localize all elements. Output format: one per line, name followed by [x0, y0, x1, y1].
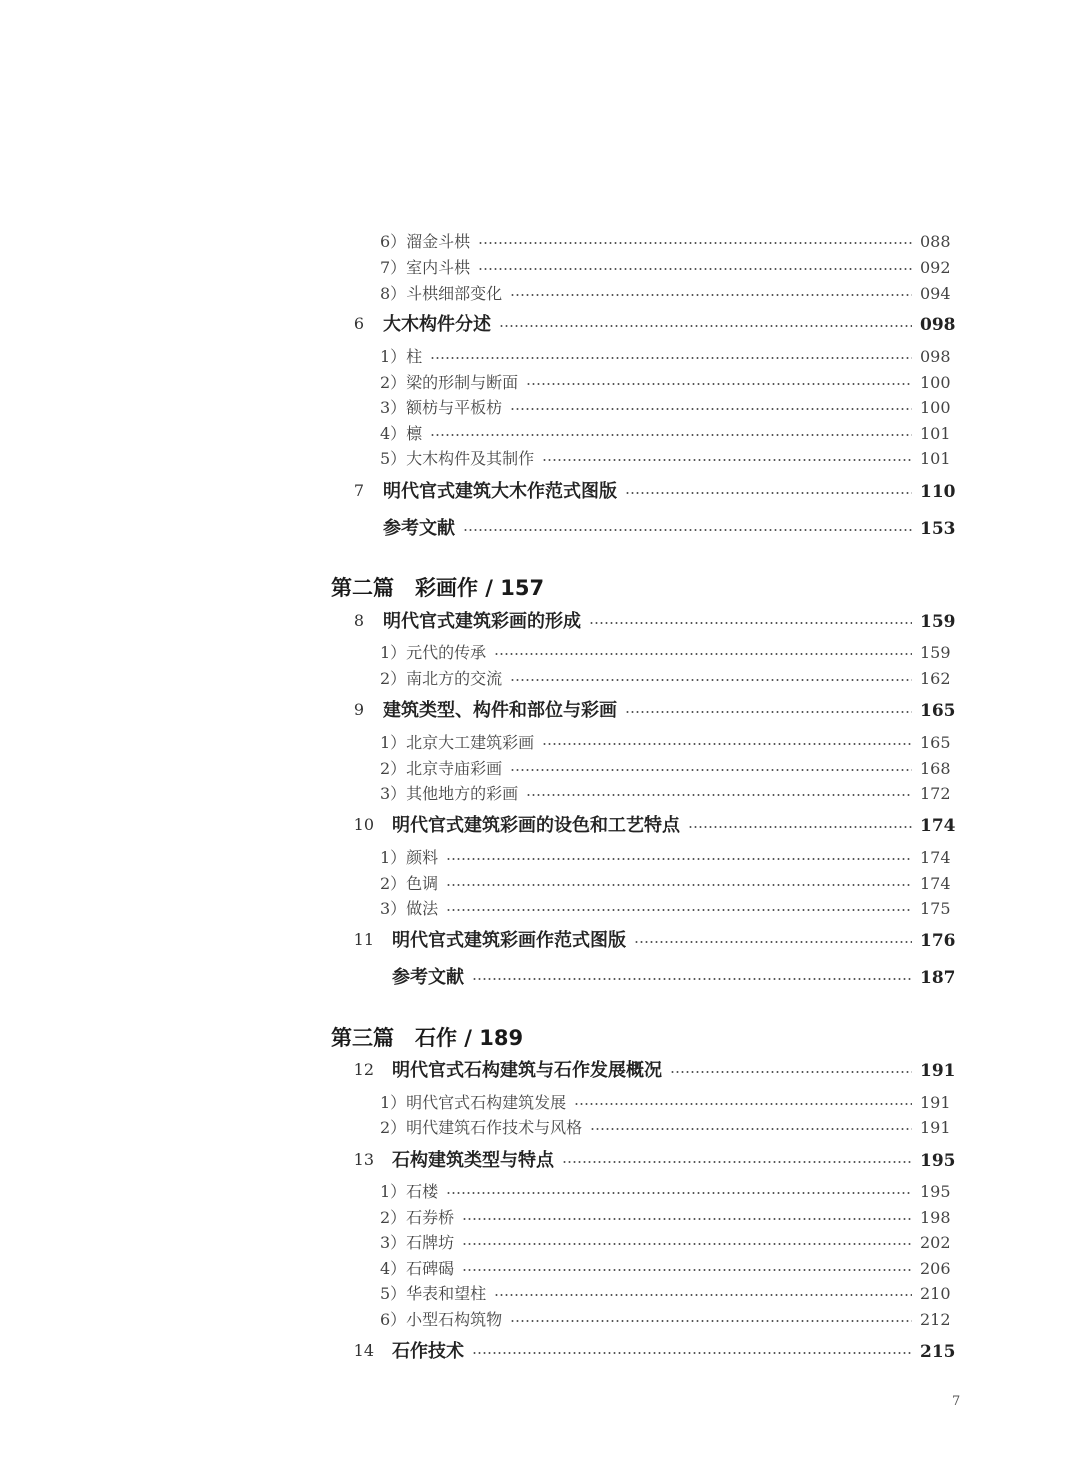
toc-page-number: 094: [920, 283, 951, 303]
dot-leader: [510, 408, 912, 410]
toc-page-number: 198: [920, 1207, 951, 1227]
toc-entry-line: [380, 370, 950, 393]
toc-subsection-row[interactable]: [0, 1113, 1080, 1139]
toc-entry-line: [383, 477, 956, 503]
toc-entry-line: [380, 871, 950, 894]
toc-subsection-row[interactable]: [0, 393, 1080, 419]
toc-entry-title: 1）石楼: [380, 1181, 439, 1201]
toc-entry-title: 2）梁的形制与断面: [380, 372, 519, 392]
dot-leader: [510, 769, 912, 771]
toc-page-number: 100: [920, 372, 951, 392]
part-heading: 第二篇 彩画作 / 157: [331, 576, 545, 600]
dot-leader: [463, 529, 912, 531]
dot-leader: [472, 1352, 912, 1354]
toc-entry-title: 1）明代官式石构建筑发展: [380, 1092, 567, 1112]
toc-entry-title: 明代官式建筑大木作范式图版: [383, 481, 617, 502]
toc-subsection-row[interactable]: [0, 279, 1080, 305]
toc-entry-line: [380, 1281, 950, 1304]
toc-chapter-row[interactable]: [0, 1056, 1080, 1082]
toc-entry-line: [380, 1307, 950, 1330]
toc-entry-title: 1）柱: [380, 346, 423, 366]
dot-leader: [562, 1161, 912, 1163]
dot-leader: [430, 434, 912, 436]
dot-leader: [478, 242, 912, 244]
toc-page-number: 187: [920, 968, 956, 988]
toc-entry-title: 1）元代的传承: [380, 642, 487, 662]
dot-leader: [510, 1320, 912, 1322]
dot-leader: [526, 383, 912, 385]
toc-subsection-row[interactable]: [0, 342, 1080, 368]
toc-subsection-row[interactable]: [0, 1177, 1080, 1203]
toc-page-number: 098: [920, 315, 956, 335]
toc-page-number: 175: [920, 898, 951, 918]
toc-entry-line: [380, 666, 950, 689]
toc-entry-line: [380, 896, 950, 919]
toc-subsection-row[interactable]: [0, 227, 1080, 253]
toc-page-number: 191: [920, 1061, 956, 1081]
toc-page-number: 159: [920, 642, 951, 662]
toc-subsection-row[interactable]: [0, 638, 1080, 664]
toc-subsection-row[interactable]: [0, 1279, 1080, 1305]
dot-leader: [446, 909, 912, 911]
toc-page-number: 174: [920, 816, 956, 836]
toc-entry-title: 3）做法: [380, 898, 439, 918]
toc-entry-line: [380, 1230, 950, 1253]
dot-leader: [462, 1218, 912, 1220]
dot-leader: [625, 711, 912, 713]
toc-entry-title: 6）溜金斗栱: [380, 231, 471, 251]
toc-entry-line: [380, 395, 950, 418]
toc-entry-title: 明代官式建筑彩画作范式图版: [392, 930, 626, 951]
toc-entry-line: [380, 344, 950, 367]
toc-chapter-row[interactable]: [0, 811, 1080, 837]
toc-subsection-row[interactable]: [0, 253, 1080, 279]
toc-entry-title: 参考文献: [383, 518, 455, 539]
toc-subsection-row[interactable]: [0, 1228, 1080, 1254]
toc-entry-title: 4）石碑碣: [380, 1258, 455, 1278]
toc-entry-title: 2）北京寺庙彩画: [380, 758, 503, 778]
toc-subsection-row[interactable]: [0, 1088, 1080, 1114]
toc-entry-title: 2）明代建筑石作技术与风格: [380, 1117, 583, 1137]
toc-subsection-row[interactable]: [0, 754, 1080, 780]
toc-entry-line: [380, 1090, 950, 1113]
toc-page-number: 098: [920, 346, 951, 366]
toc-entry-line: [380, 640, 950, 663]
toc-entry-line: [380, 730, 950, 753]
dot-leader: [499, 325, 912, 327]
dot-leader: [472, 978, 912, 980]
toc-entry-title: 明代官式建筑彩画的设色和工艺特点: [392, 815, 680, 836]
toc-entry-line: [380, 421, 950, 444]
toc-entry-line: [380, 756, 950, 779]
toc-entry-title: 8）斗栱细部变化: [380, 283, 503, 303]
dot-leader: [589, 622, 912, 624]
dot-leader: [494, 653, 912, 655]
toc-entry-title: 2）南北方的交流: [380, 668, 503, 688]
toc-entry-title: 3）其他地方的彩画: [380, 783, 519, 803]
toc-entry-title: 7）室内斗栱: [380, 257, 471, 277]
toc-entry-line: [380, 1205, 950, 1228]
toc-entry-line: [380, 229, 950, 252]
toc-page-number: 110: [920, 482, 956, 502]
toc-chapter-row[interactable]: [0, 514, 1080, 540]
page-number: 7: [952, 1394, 961, 1409]
chapter-number: 8: [353, 610, 364, 630]
toc-chapter-row[interactable]: [0, 926, 1080, 952]
toc-entry-line: [380, 1179, 950, 1202]
toc-entry-line: [392, 811, 956, 837]
chapter-number: 14: [353, 1340, 374, 1360]
dot-leader: [446, 858, 912, 860]
toc-page-number: 191: [920, 1117, 951, 1137]
dot-leader: [590, 1128, 912, 1130]
toc-page-number: 191: [920, 1092, 951, 1112]
toc-entry-line: [392, 1056, 956, 1082]
toc-subsection-row[interactable]: [0, 894, 1080, 920]
toc-page-number: 210: [920, 1283, 951, 1303]
toc-entry-title: 明代官式石构建筑与石作发展概况: [392, 1060, 662, 1081]
toc-entry-line: [392, 1337, 956, 1363]
toc-page-number: 195: [920, 1151, 956, 1171]
toc-entry-line: [383, 310, 956, 336]
toc-entry-line: [380, 255, 950, 278]
toc-chapter-row[interactable]: [0, 1337, 1080, 1363]
toc-page-number: 195: [920, 1181, 951, 1201]
dot-leader: [510, 294, 912, 296]
toc-page-number: 165: [920, 701, 956, 721]
dot-leader: [510, 679, 912, 681]
toc-page-number: 172: [920, 783, 951, 803]
chapter-number: 9: [353, 699, 364, 719]
toc-page-number: 165: [920, 732, 951, 752]
dot-leader: [526, 794, 912, 796]
toc-page-number: 162: [920, 668, 951, 688]
toc-page-number: 176: [920, 931, 956, 951]
dot-leader: [462, 1243, 912, 1245]
part-heading: 第三篇 石作 / 189: [331, 1026, 524, 1050]
toc-subsection-row[interactable]: [0, 1203, 1080, 1229]
dot-leader: [446, 884, 912, 886]
toc-subsection-row[interactable]: [0, 843, 1080, 869]
toc-entry-title: 参考文献: [392, 967, 464, 988]
toc-page-number: 101: [920, 423, 951, 443]
toc-subsection-row[interactable]: [0, 1305, 1080, 1331]
toc-entry-title: 石构建筑类型与特点: [392, 1150, 554, 1171]
toc-entry-title: 5）华表和望柱: [380, 1283, 487, 1303]
toc-page-number: 174: [920, 847, 951, 867]
toc-page-number: 168: [920, 758, 951, 778]
toc-entry-line: [380, 281, 950, 304]
toc-chapter-row[interactable]: [0, 607, 1080, 633]
toc-entry-title: 1）北京大工建筑彩画: [380, 732, 535, 752]
toc-entry-title: 建筑类型、构件和部位与彩画: [383, 700, 617, 721]
dot-leader: [478, 268, 912, 270]
toc-entry-title: 大木构件分述: [383, 314, 491, 335]
dot-leader: [446, 1192, 912, 1194]
dot-leader: [670, 1071, 912, 1073]
toc-entry-line: [383, 607, 956, 633]
toc-entry-line: [380, 845, 950, 868]
dot-leader: [688, 826, 912, 828]
dot-leader: [462, 1269, 912, 1271]
toc-entry-line: [392, 926, 956, 952]
toc-entry-title: 6）小型石构筑物: [380, 1309, 503, 1329]
toc-subsection-row[interactable]: [0, 779, 1080, 805]
toc-page-number: 215: [920, 1342, 956, 1362]
chapter-number: 13: [353, 1149, 374, 1169]
chapter-number: 7: [353, 480, 364, 500]
toc-page-number: 100: [920, 397, 951, 417]
toc-entry-title: 3）额枋与平板枋: [380, 397, 503, 417]
toc-subsection-row[interactable]: [0, 728, 1080, 754]
toc-entry-title: 1）颜料: [380, 847, 439, 867]
dot-leader: [494, 1294, 912, 1296]
toc-entry-line: [392, 963, 956, 989]
toc-entry-line: [380, 781, 950, 804]
toc-entry-title: 4）檩: [380, 423, 423, 443]
toc-page-number: 202: [920, 1232, 951, 1252]
toc-entry-title: 2）石券桥: [380, 1207, 455, 1227]
toc-entry-line: [392, 1146, 956, 1172]
toc-chapter-row[interactable]: [0, 963, 1080, 989]
toc-entry-line: [383, 696, 956, 722]
toc-page-number: 088: [920, 231, 951, 251]
toc-subsection-row[interactable]: [0, 368, 1080, 394]
dot-leader: [542, 743, 912, 745]
chapter-number: 10: [353, 814, 374, 834]
toc-entry-title: 明代官式建筑彩画的形成: [383, 611, 581, 632]
dot-leader: [430, 357, 912, 359]
toc-page-number: 206: [920, 1258, 951, 1278]
toc-chapter-row[interactable]: [0, 696, 1080, 722]
toc-page-number: 159: [920, 612, 956, 632]
toc-page-number: 153: [920, 519, 956, 539]
toc-entry-line: [380, 1256, 950, 1279]
dot-leader: [625, 492, 912, 494]
toc-entry-line: [380, 446, 950, 469]
toc-entry-line: [380, 1115, 950, 1138]
dot-leader: [542, 459, 912, 461]
toc-page-number: 212: [920, 1309, 951, 1329]
toc-entry-title: 3）石牌坊: [380, 1232, 455, 1252]
toc-entry-title: 石作技术: [392, 1341, 464, 1362]
toc-subsection-row[interactable]: [0, 1254, 1080, 1280]
toc-entry-title: 5）大木构件及其制作: [380, 448, 535, 468]
toc-chapter-row[interactable]: [0, 1146, 1080, 1172]
toc-page-number: 101: [920, 448, 951, 468]
chapter-number: 11: [353, 929, 374, 949]
chapter-number: 6: [353, 313, 364, 333]
toc-page-number: 174: [920, 873, 951, 893]
toc-subsection-row[interactable]: [0, 664, 1080, 690]
toc-subsection-row[interactable]: [0, 444, 1080, 470]
toc-subsection-row[interactable]: [0, 869, 1080, 895]
dot-leader: [634, 941, 912, 943]
toc-page-number: 092: [920, 257, 951, 277]
toc-chapter-row[interactable]: [0, 477, 1080, 503]
toc-subsection-row[interactable]: [0, 419, 1080, 445]
dot-leader: [574, 1103, 912, 1105]
toc-entry-line: [383, 514, 956, 540]
toc-entry-title: 2）色调: [380, 873, 439, 893]
toc-chapter-row[interactable]: [0, 310, 1080, 336]
chapter-number: 12: [353, 1059, 374, 1079]
